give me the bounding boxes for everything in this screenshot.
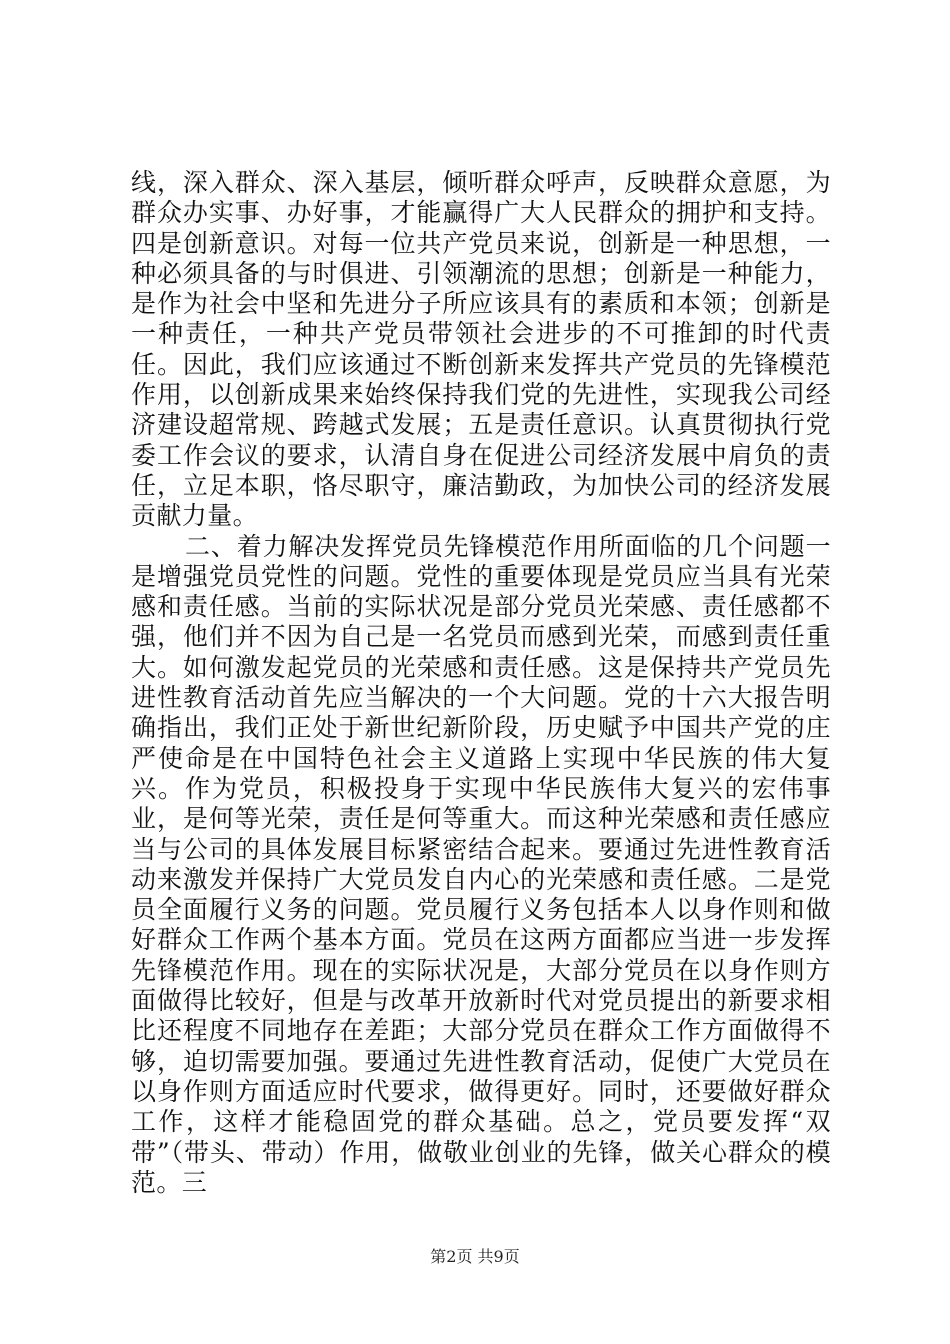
document-body [131, 168, 831, 1198]
paragraph-1: 线，深入群众、深入基层，倾听群众呼声，反映群众意愿，为群众办实事、办好事，才能赢得广大人民群众的拥护和支持。四是创新意识。对每一位共产党员来说，创新是一种思想，一种必须具备的与时俱进、引领潮流的思想；创新是一种能力，是作为社会中坚和先进分子所应该具有的素质和本领；创新是一种责任，一种共产党员带领社会进步的不可推卸的时代责任。因此，我们应该通过不断创新来发挥共产党员的先锋模范作用，以创新成果来始终保持我们党的先进性，实现我公司经济建设超常规、跨越式发展；五是责任意识。认真贯彻执行党委工作会议的要求，认清自身在促进公司经济发展中肩负的责任，立足本职，恪尽职守，廉洁勤政，为加快公司的经济发展贡献力量。 [131, 168, 831, 531]
paragraph-2: 二、着力解决发挥党员先锋模范作用所面临的几个问题一是增强党员党性的问题。党性的重要体现是党员应当具有光荣感和责任感。当前的实际状况是部分党员光荣感、责任感都不强，他们并不因为自己是一名党员而感到光荣，而感到责任重大。如何激发起党员的光荣感和责任感。这是保持共产党员先进性教育活动首先应当解决的一个大问题。党的十六大报告明确指出，我们正处于新世纪新阶段，历史赋予中国共产党的庄严使命是在中国特色社会主义道路上实现中华民族的伟大复兴。作为党员，积极投身于实现中华民族伟大复兴的宏伟事业，是何等光荣，责任是何等重大。而这种光荣感和责任感应当与公司的具体发展目标紧密结合起来。要通过先进性教育活动来激发并保持广大党员发自内心的光荣感和责任感。二是党员全面履行义务的问题。党员履行义务包括本人以身作则和做好群众工作两个基本方面。党员在这两方面都应当进一步发挥先锋模范作用。现在的实际状况是，大部分党员在以身作则方面做得比较好，但是与改革开放新时代对党员提出的新要求相比还程度不同地存在差距；大部分党员在群众工作方面做得不够，迫切需要加强。要通过先进性教育活动，促使广大党员在以身作则方面适应时代要求，做得更好。同时，还要做好群众工作，这样才能稳固党的群众基础。总之，党员要发挥“双带”（带头、带动）作用，做敬业创业的先锋，做关心群众的模范。三 [131, 531, 831, 1197]
page-footer: 第2页 共9页 [430, 1247, 520, 1266]
